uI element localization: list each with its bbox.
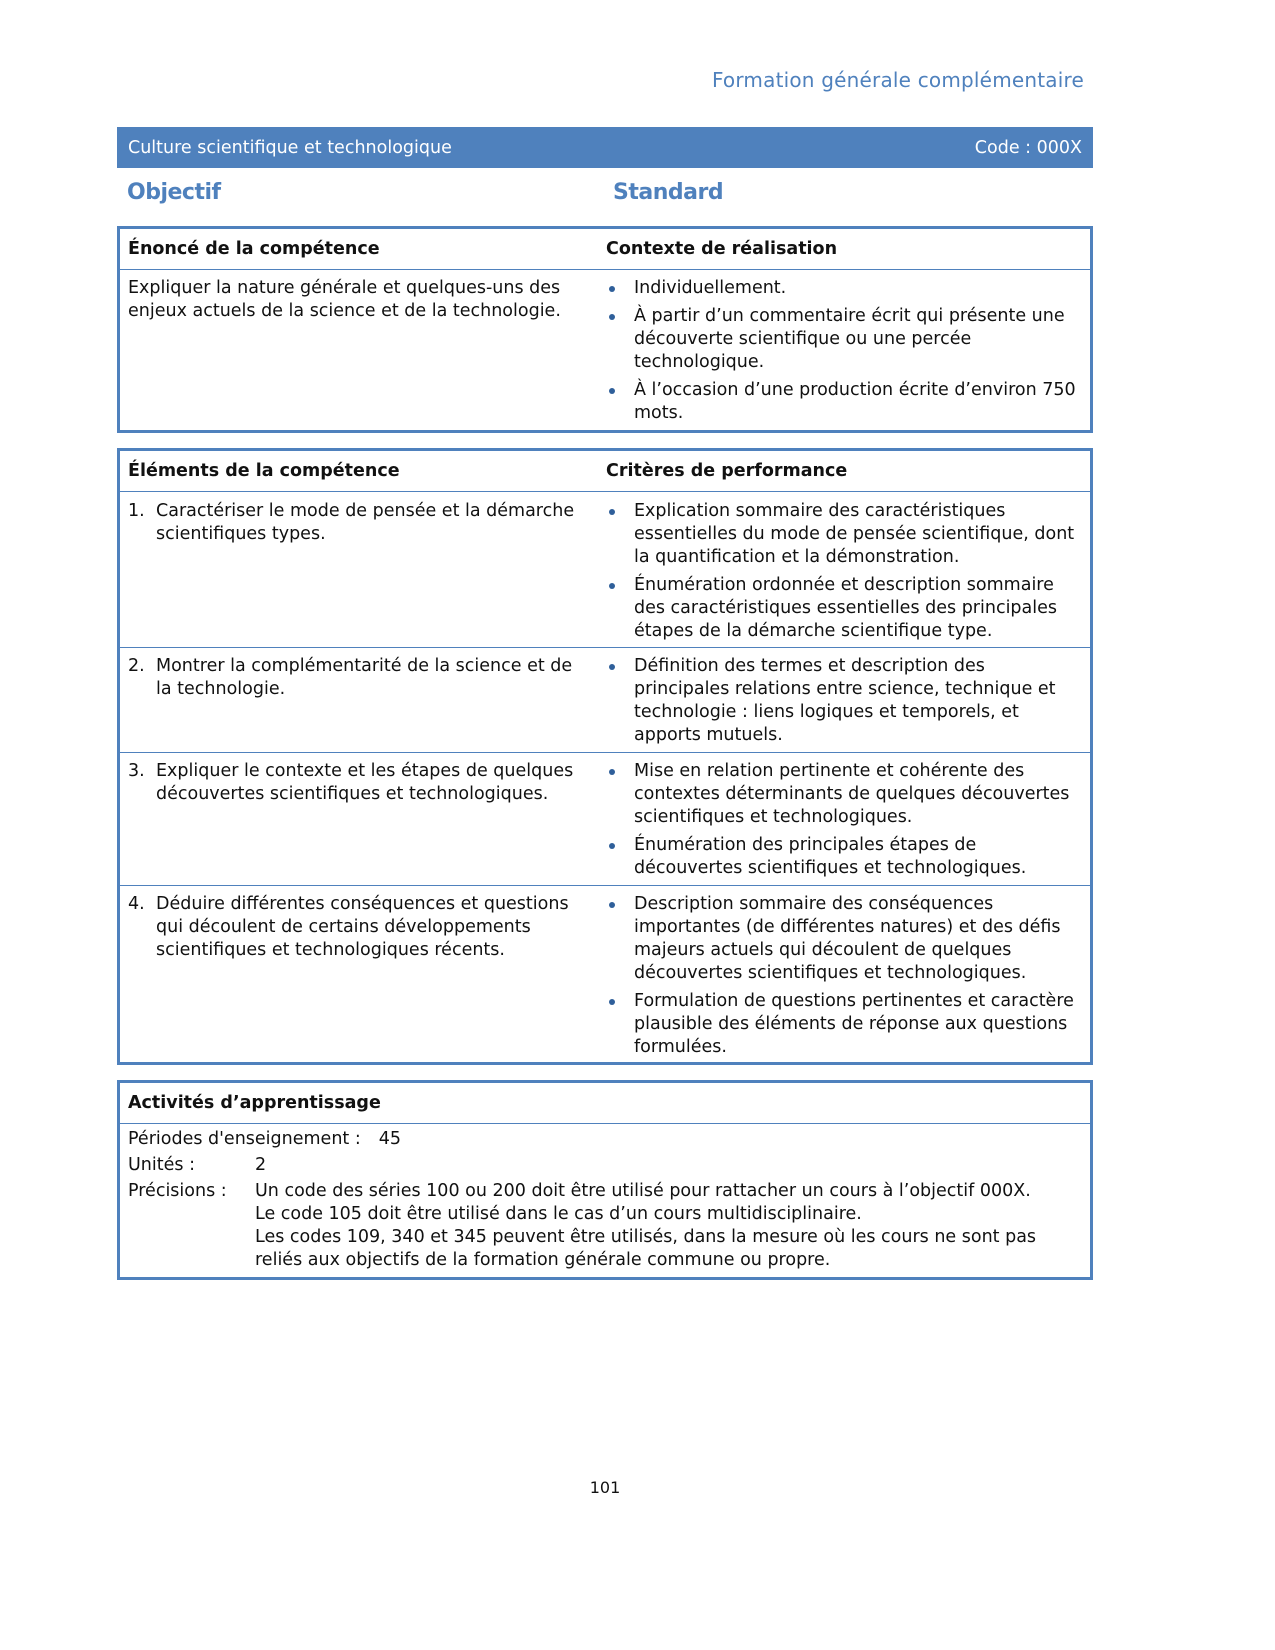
precision-item: Le code 105 doit être utilisé dans le cas d’un cours multidisciplinaire.	[255, 1204, 862, 1224]
table-row	[120, 753, 1090, 886]
elements-table	[117, 448, 1093, 1065]
criteres-list	[606, 893, 1090, 1059]
unites-line	[128, 1154, 1082, 1177]
list-item: À l’occasion d’une production écrite d’environ 750 mots.	[606, 379, 1090, 425]
bullet-icon	[606, 893, 634, 985]
list-item: À partir d’un commentaire écrit qui présente une découverte scientifique ou une percée technologique.	[606, 305, 1090, 374]
precision-item: Un code des séries 100 ou 200 doit être utilisé pour rattacher un cours à l’objectif 000X.	[255, 1181, 1031, 1201]
list-item: Explication sommaire des caractéristiques essentielles du mode de pensée scientifique, dont la quantification et la démonstration.	[606, 500, 1090, 569]
periodes-line	[128, 1128, 1082, 1151]
enonce-header: Énoncé de la compétence	[128, 239, 380, 259]
table-row	[120, 492, 1090, 648]
contexte-header: Contexte de réalisation	[606, 239, 838, 259]
bullet-icon	[606, 305, 634, 374]
precisions-line	[128, 1180, 1082, 1272]
bullet-icon	[606, 760, 634, 829]
element-item: 2. Montrer la complémentarité de la science et de la technologie.	[128, 656, 573, 699]
activites-table	[117, 1080, 1093, 1280]
criteres-list	[606, 655, 1090, 747]
list-item: Individuellement.	[606, 277, 1090, 300]
criteres-list	[606, 500, 1090, 643]
bullet-icon	[606, 277, 634, 300]
objectif-heading: Objectif	[127, 180, 221, 205]
criteres-header: Critères de performance	[606, 461, 848, 481]
column-headings	[117, 180, 1093, 214]
table-row	[120, 886, 1090, 1059]
elements-table-header	[120, 451, 1090, 492]
precisions-label: Précisions :	[128, 1181, 227, 1201]
bullet-icon	[606, 500, 634, 569]
list-item: Formulation de questions pertinentes et caractère plausible des éléments de réponse aux questions formulées.	[606, 990, 1090, 1059]
running-head: Formation générale complémentaire	[711, 68, 1084, 92]
enonce-text: Expliquer la nature générale et quelques-uns des enjeux actuels de la science et de la technologie.	[128, 278, 561, 321]
bullet-icon	[606, 574, 634, 643]
competence-table-header	[120, 229, 1090, 270]
standard-heading: Standard	[613, 180, 724, 205]
periodes-value: 45	[378, 1129, 402, 1149]
page-number: 101	[589, 1478, 621, 1497]
element-item: 4. Déduire différentes conséquences et questions qui découlent de certains développements scientifiques et technologiques récents.	[128, 894, 569, 960]
table-row	[120, 648, 1090, 753]
contexte-list	[606, 277, 1090, 425]
element-item: 1. Caractériser le mode de pensée et la démarche scientifiques types.	[128, 501, 575, 544]
course-code: Code : 000X	[974, 137, 1082, 158]
course-title: Culture scientifique et technologique	[128, 137, 452, 158]
unites-value: 2	[255, 1155, 267, 1175]
list-item: Énumération des principales étapes de découvertes scientifiques et technologiques.	[606, 834, 1090, 880]
periodes-label: Périodes d'enseignement :	[128, 1129, 361, 1149]
list-item: Énumération ordonnée et description sommaire des caractéristiques essentielles des principales étapes de la démarche scientifique type.	[606, 574, 1090, 643]
criteres-list	[606, 760, 1090, 880]
bullet-icon	[606, 990, 634, 1059]
list-item: Description sommaire des conséquences importantes (de différentes natures) et des défis majeurs actuels qui découlent de quelques découvertes scientifiques et technologiques.	[606, 893, 1090, 985]
bullet-icon	[606, 834, 634, 880]
list-item: Définition des termes et description des principales relations entre science, technique et technologie : liens logiques et temporels, et apports mutuels.	[606, 655, 1090, 747]
unites-label: Unités :	[128, 1155, 195, 1175]
competence-row	[120, 270, 1090, 425]
bullet-icon	[606, 655, 634, 747]
element-item: 3. Expliquer le contexte et les étapes de quelques découvertes scientifiques et technologiques.	[128, 761, 574, 804]
course-banner	[117, 127, 1093, 168]
competence-table	[117, 226, 1093, 433]
bullet-icon	[606, 379, 634, 425]
activites-header: Activités d’apprentissage	[120, 1083, 1090, 1124]
elements-header: Éléments de la compétence	[128, 461, 400, 481]
list-item: Mise en relation pertinente et cohérente des contextes déterminants de quelques découvertes scientifiques et technologiques.	[606, 760, 1090, 829]
precision-item: Les codes 109, 340 et 345 peuvent être utilisés, dans la mesure où les cours ne sont pas reliés aux objectifs de la formation générale commune ou propre.	[255, 1227, 1037, 1270]
